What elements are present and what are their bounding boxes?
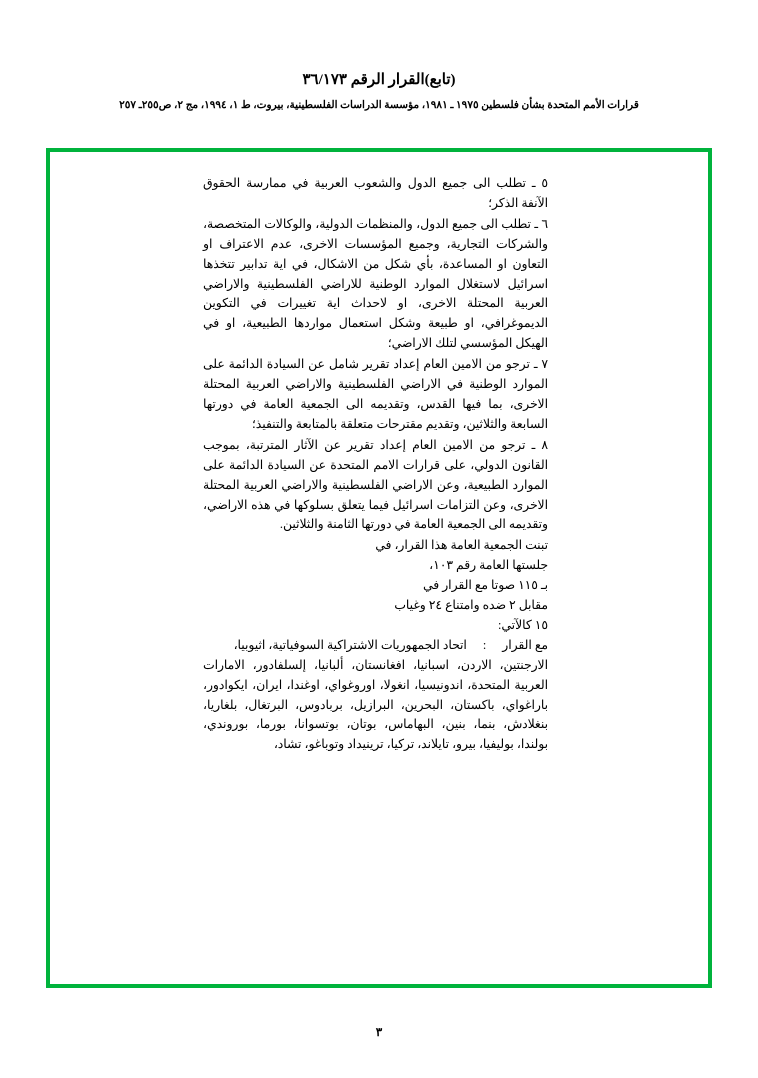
paragraph-8: ٨ ـ ترجو من الامين العام إعداد تقرير عن الآثار المترتبة، بموجب القانون الدولي، على قرارات الامم المتحدة عن السيادة الدائمة على الموارد الطبيعية، وعن الاراضي الفلسطينية والاراضي العربية المحتلة الاخرى، وعن التزامات اسرائيل فيما يتعلق بسلوكها في هذه الاراضي، وتقديمه الى الجمعية العامة في دورتها الثامنة والثلاثين. xyxy=(203,437,548,532)
adoption-line-4: مقابل ٢ ضده وامتناع ٢٤ وغياب xyxy=(394,598,548,613)
document-body xyxy=(203,174,548,755)
paragraph-5: ٥ ـ تطلب الى جميع الدول والشعوب العربية في ممارسة الحقوق الآنفة الذكر؛ xyxy=(203,176,548,210)
countries-list: الارجنتين، الاردن، اسبانيا، افغانستان، ألبانيا، إلسلفادور، الامارات العربية المتحدة، اندونيسيا، انغولا، اوروغواي، اوغندا، ايران، ايكوادور، باراغواي، باكستان، البحرين، البرازيل، بربادوس، البرتغال، بلغاريا، بنغلادش، بنما، بنين، البهاماس، بوتان، بوتسوانا، بورما، بوروندي، بولندا، بوليفيا، بيرو، تايلاند، تركيا، ترينيداد وتوباغو، تشاد، xyxy=(203,657,548,752)
countries-first-line: اتحاد الجمهوريات الاشتراكية السوفياتية، اثيوبيا، xyxy=(233,637,467,652)
document-header xyxy=(0,0,758,111)
page-title: (تابع)القرار الرقم ٣٦/١٧٣ xyxy=(302,72,456,88)
adoption-line-2: جلستها العامة رقم ١٠٣، xyxy=(429,558,548,573)
paragraph-7: ٧ ـ ترجو من الامين العام إعداد تقرير شامل عن السيادة الدائمة على الموارد الوطنية في الاراضي الفلسطينية والاراضي العربية المحتلة الاخرى، بما فيها القدس، وتقديمه الى الجمعية العامة في دورتها السابعة والثلاثين، وتقديم مقترحات متعلقة بالمتابعة والتنفيذ؛ xyxy=(203,357,548,431)
paragraph-6: ٦ ـ تطلب الى جميع الدول، والمنظمات الدولية، والوكالات المتخصصة، والشركات التجارية، وجميع المؤسسات الاخرى، عدم الاعتراف او التعاون او المساعدة، بأي شكل من الاشكال، في اية تدابير تتخذها اسرائيل لاستغلال الموارد الوطنية للاراضي الفلسطينية والاراضي العربية المحتلة الاخرى، او لاحداث اية تغييرات في التكوين الديموغرافي، او طبيعة وشكل استعمال مواردها الطبيعية، او في الهيكل المؤسسي لتلك الاراضي؛ xyxy=(203,216,548,351)
vote-in-favour-label: مع القرار xyxy=(502,637,548,652)
document-source-citation: قرارات الأمم المتحدة بشأن فلسطين ١٩٧٥ ـ ١٩٨١، مؤسسة الدراسات الفلسطينية، بيروت، ط ١، ١٩٩٤، مج ٢، ص٢٥٥ـ ٢٥٧ xyxy=(119,100,639,111)
adoption-line-5: ١٥ كالآتي: xyxy=(498,617,548,632)
vote-colon: : xyxy=(482,637,487,652)
vote-in-favour-header xyxy=(203,636,548,656)
content-frame xyxy=(46,148,712,988)
adoption-line-1: تبنت الجمعية العامة هذا القرار، في xyxy=(375,538,548,553)
page-number: ٣ xyxy=(375,1025,383,1039)
adoption-line-3: بـ ١١٥ صوتا مع القرار في xyxy=(423,578,548,593)
